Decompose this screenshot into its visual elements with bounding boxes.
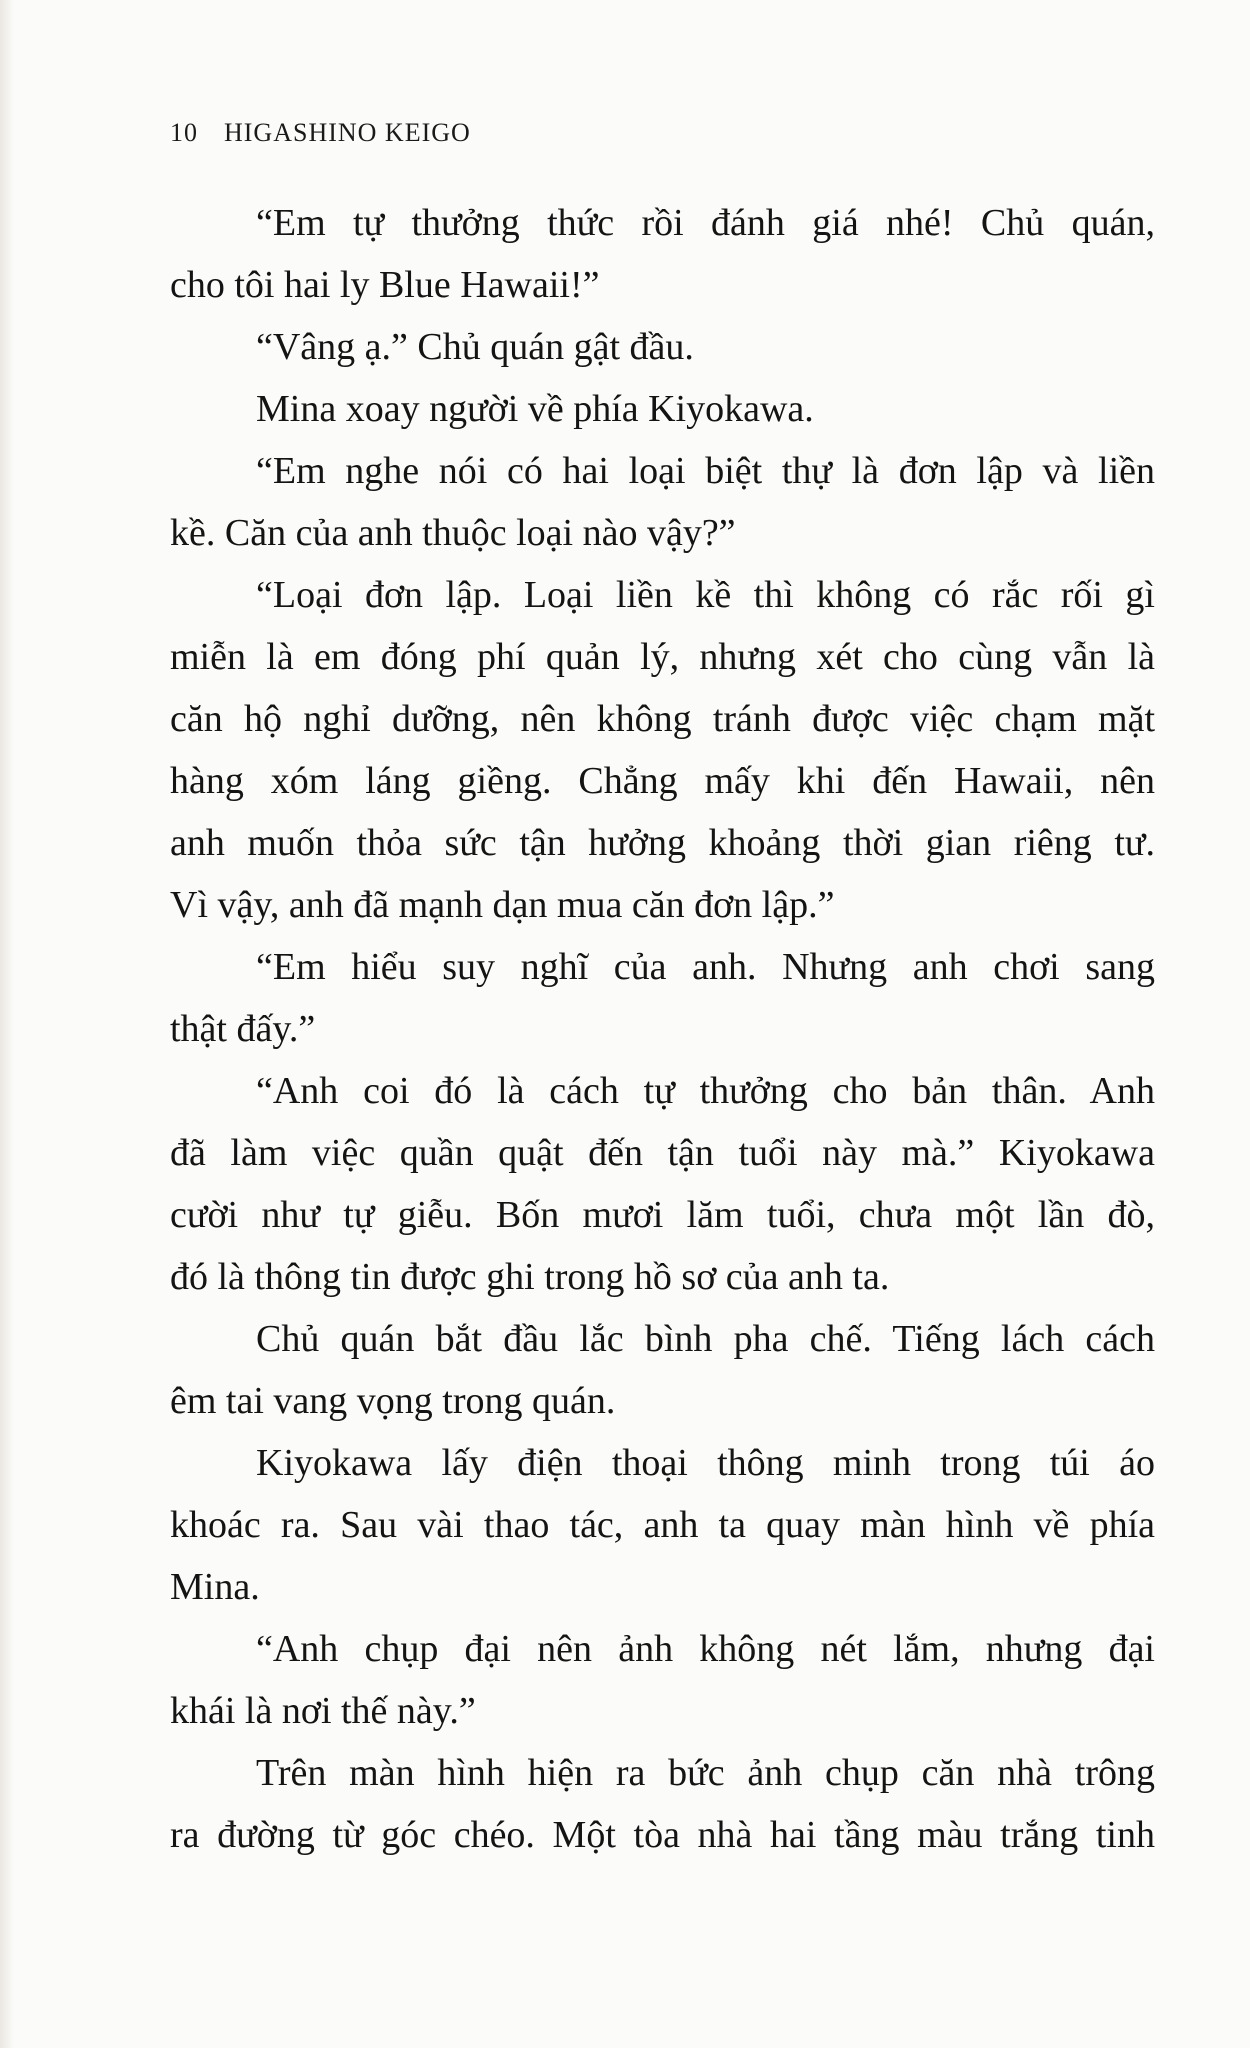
text-line: miễn là em đóng phí quản lý, nhưng xét cho cùng vẫn là [170, 636, 1155, 678]
paragraph [170, 1742, 1155, 1866]
paragraph [170, 1060, 1155, 1308]
text-line: đó là thông tin được ghi trong hồ sơ của anh ta. [170, 1256, 890, 1298]
text-line: Kiyokawa lấy điện thoại thông minh trong túi áo [256, 1442, 1155, 1484]
paragraph [170, 378, 1155, 440]
text-line: “Em hiểu suy nghĩ của anh. Nhưng anh chơi sang [256, 946, 1155, 988]
text-line: Chủ quán bắt đầu lắc bình pha chế. Tiếng lách cách [256, 1318, 1155, 1360]
text-line: thật đấy.” [170, 1008, 316, 1050]
text-line: êm tai vang vọng trong quán. [170, 1380, 616, 1422]
author-name: HIGASHINO KEIGO [224, 118, 471, 147]
paragraph [170, 316, 1155, 378]
text-line: cười như tự giễu. Bốn mươi lăm tuổi, chưa một lần đò, [170, 1194, 1155, 1236]
text-line: kề. Căn của anh thuộc loại nào vậy?” [170, 512, 736, 554]
paragraph [170, 936, 1155, 1060]
text-line: căn hộ nghỉ dưỡng, nên không tránh được việc chạm mặt [170, 698, 1155, 740]
paragraph [170, 564, 1155, 936]
text-line: khoác ra. Sau vài thao tác, anh ta quay màn hình về phía [170, 1504, 1155, 1546]
text-line: “Em nghe nói có hai loại biệt thự là đơn lập và liền [256, 450, 1155, 492]
text-line: khái là nơi thế này.” [170, 1690, 476, 1732]
text-line: “Loại đơn lập. Loại liền kề thì không có rắc rối gì [256, 574, 1155, 616]
text-line: “Anh coi đó là cách tự thưởng cho bản thân. Anh [256, 1070, 1155, 1112]
paragraph [170, 440, 1155, 564]
text-line: hàng xóm láng giềng. Chẳng mấy khi đến Hawaii, nên [170, 760, 1155, 802]
page-number: 10 [170, 118, 198, 147]
text-line: Trên màn hình hiện ra bức ảnh chụp căn nhà trông [256, 1752, 1155, 1794]
text-line: “Anh chụp đại nên ảnh không nét lắm, nhưng đại [256, 1628, 1155, 1670]
text-line: ra đường từ góc chéo. Một tòa nhà hai tầng màu trắng tinh [170, 1814, 1155, 1856]
text-line: Mina. [170, 1566, 260, 1608]
text-line: “Vâng ạ.” Chủ quán gật đầu. [256, 326, 694, 368]
body-text [170, 192, 1155, 1866]
text-line: anh muốn thỏa sức tận hưởng khoảng thời gian riêng tư. [170, 822, 1155, 864]
page-edge-shadow [0, 0, 14, 2048]
paragraph [170, 1308, 1155, 1432]
text-line: đã làm việc quần quật đến tận tuổi này mà.” Kiyokawa [170, 1132, 1155, 1174]
text-line: Mina xoay người về phía Kiyokawa. [256, 388, 814, 430]
paragraph [170, 1432, 1155, 1618]
text-line: “Em tự thưởng thức rồi đánh giá nhé! Chủ quán, [256, 202, 1155, 244]
paragraph [170, 192, 1155, 316]
text-line: cho tôi hai ly Blue Hawaii!” [170, 264, 600, 306]
running-header [170, 118, 471, 148]
paragraph [170, 1618, 1155, 1742]
text-line: Vì vậy, anh đã mạnh dạn mua căn đơn lập.” [170, 884, 835, 926]
